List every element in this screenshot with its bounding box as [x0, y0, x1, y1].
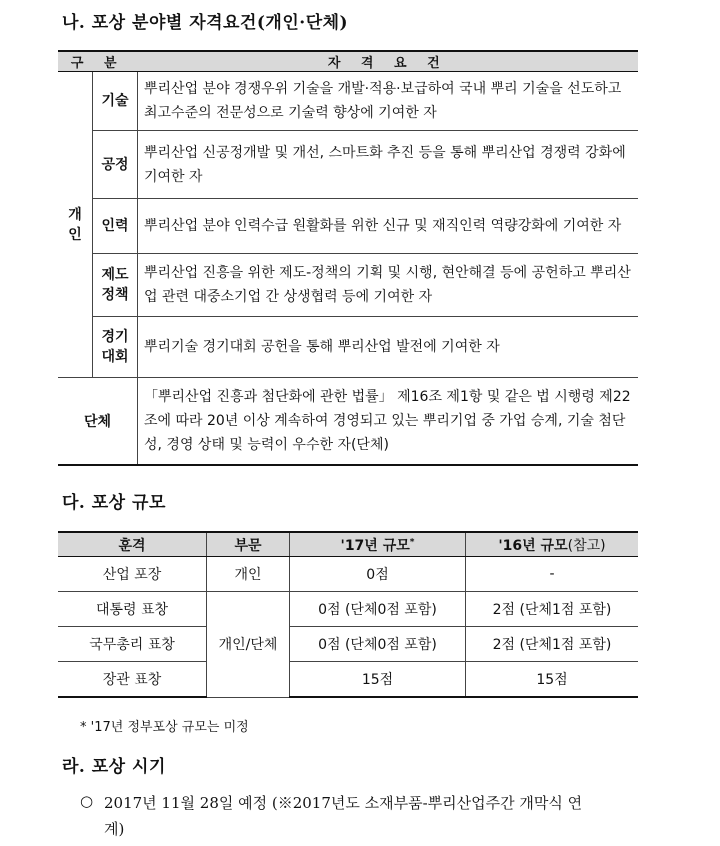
award-scale-table — [58, 531, 638, 698]
requirement-text: 「뿌리산업 진흥과 첨단화에 관한 법률」 제16조 제1항 및 같은 법 시행령 제22조에 따라 20년 이상 계속하여 경영되고 있는 뿌리기업 중 가업 승계, 기술 첨단성, 경영 상태 및 능력이 우수한 자(단체) — [138, 378, 639, 465]
category-label: 경기 대회 — [93, 317, 138, 378]
section-ra-title: 라. 포상 시기 — [62, 757, 166, 777]
table-row — [58, 557, 638, 592]
award-2016-value: - — [466, 557, 639, 592]
header-2017-text: '17년 규모 — [340, 537, 410, 554]
award-2017-value: 0점 — [290, 557, 466, 592]
scale-footnote: * '17년 정부포상 규모는 미정 — [80, 720, 249, 735]
category-label: 인력 — [93, 199, 138, 254]
section-na-title: 나. 포상 분야별 자격요건(개인·단체) — [62, 13, 349, 33]
header-award: 훈격 — [58, 532, 207, 557]
award-2017-value: 15점 — [290, 662, 466, 698]
award-name: 국무총리 표창 — [58, 627, 207, 662]
header-2017-scale — [290, 532, 466, 557]
requirement-text: 뿌리산업 분야 경쟁우위 기술을 개발·적용·보급하여 국내 뿌리 기술을 선도하고 최고수준의 전문성으로 기술력 향상에 기여한 자 — [138, 72, 639, 131]
table-row — [58, 662, 638, 698]
table-row — [58, 627, 638, 662]
award-name: 대통령 표창 — [58, 592, 207, 627]
qualification-table — [58, 50, 638, 466]
schedule-line-1: 2017년 11월 28일 예정 (※2017년도 소재부품-뿌리산업주간 개막식 연 — [104, 794, 583, 812]
table-row — [58, 317, 638, 378]
category-label: 기술 — [93, 72, 138, 131]
table-row — [58, 131, 638, 199]
award-division: 개인 — [207, 557, 290, 592]
award-header-row — [58, 532, 638, 557]
category-label: 제도 정책 — [93, 254, 138, 317]
requirement-text: 뿌리산업 분야 인력수급 원활화를 위한 신규 및 재직인력 역량강화에 기여한 자 — [138, 199, 639, 254]
footnote-mark: * — [409, 536, 415, 547]
qualification-header-row — [58, 51, 638, 72]
requirement-text: 뿌리기술 경기대회 공헌을 통해 뿌리산업 발전에 기여한 자 — [138, 317, 639, 378]
award-2016-value: 2점 (단체1점 포함) — [466, 627, 639, 662]
header-category: 구 분 — [58, 51, 138, 72]
bullet-icon: ○ — [80, 792, 94, 810]
header-2016-text: '16년 규모 — [498, 537, 568, 554]
award-division-shared: 개인/단체 — [207, 592, 290, 698]
award-2016-value: 2점 (단체1점 포함) — [466, 592, 639, 627]
requirement-text: 뿌리산업 진흥을 위한 제도-정책의 기획 및 시행, 현안해결 등에 공헌하고 뿌리산업 관련 대중소기업 간 상생협력 등에 기여한 자 — [138, 254, 639, 317]
award-2017-value: 0점 (단체0점 포함) — [290, 592, 466, 627]
group-category-label: 단체 — [58, 378, 138, 465]
table-row — [58, 254, 638, 317]
table-row — [58, 378, 638, 465]
schedule-line-2: 계) — [104, 820, 125, 838]
award-2016-value: 15점 — [466, 662, 639, 698]
category-label: 공정 — [93, 131, 138, 199]
award-name: 산업 포장 — [58, 557, 207, 592]
table-row — [58, 199, 638, 254]
table-row — [58, 72, 638, 131]
header-2016-scale — [466, 532, 639, 557]
individual-group-label — [58, 72, 93, 378]
header-division: 부문 — [207, 532, 290, 557]
section-da-title: 다. 포상 규모 — [62, 493, 166, 513]
header-requirements: 자 격 요 건 — [138, 51, 639, 72]
individual-label-text: 개 인 — [68, 206, 82, 243]
requirement-text: 뿌리산업 신공정개발 및 개선, 스마트화 추진 등을 통해 뿌리산업 경쟁력 강화에 기여한 자 — [138, 131, 639, 199]
award-name: 장관 표창 — [58, 662, 207, 698]
reference-note: (참고) — [567, 537, 606, 554]
award-2017-value: 0점 (단체0점 포함) — [290, 627, 466, 662]
table-row — [58, 592, 638, 627]
